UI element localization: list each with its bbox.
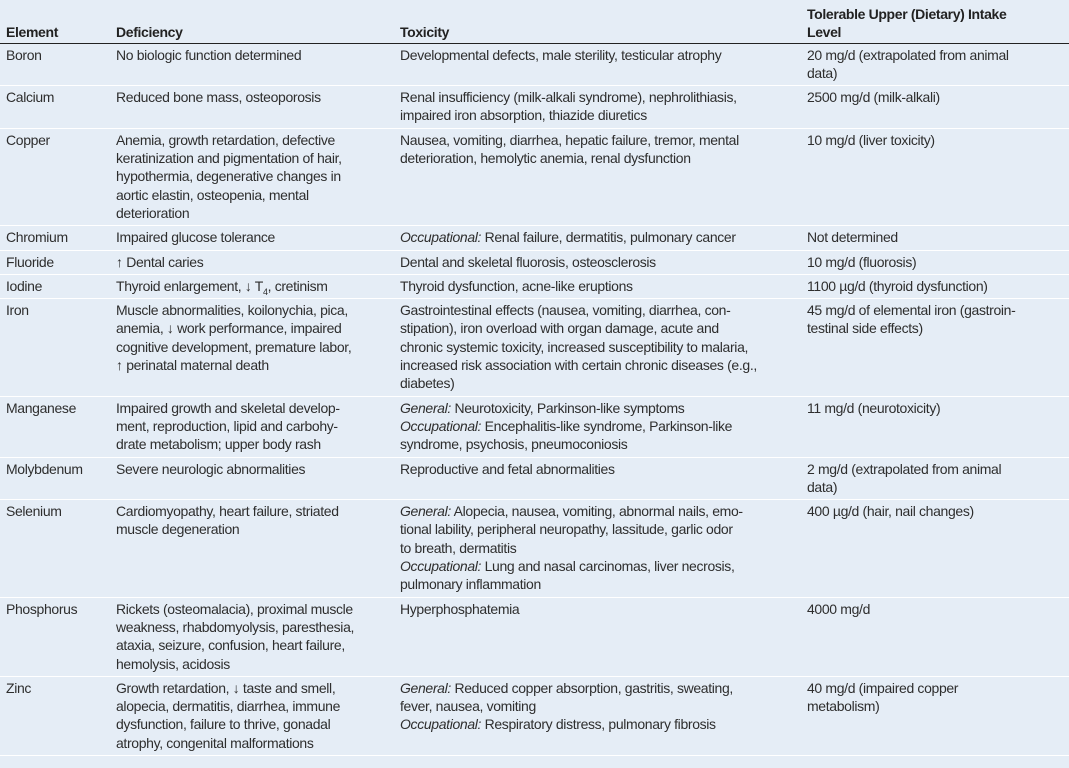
cell-line: Reduced bone mass, osteoporosis xyxy=(116,89,321,106)
table-row xyxy=(0,129,1069,226)
cell-line: 20 mg/d (extrapolated from animal xyxy=(807,46,1009,63)
table-row xyxy=(0,458,1069,501)
cell-line: testinal side effects) xyxy=(807,320,923,337)
upper-level-cell xyxy=(807,131,1069,222)
cell-line: Muscle abnormalities, koilonychia, pica, xyxy=(116,302,348,319)
cell-line: Impaired glucose tolerance xyxy=(116,229,275,246)
cell-line: Nausea, vomiting, diarrhea, hepatic failure, tremor, mental xyxy=(400,131,739,148)
table-row xyxy=(0,275,1069,299)
toxicity-cell xyxy=(400,277,807,295)
cell-line: increased risk association with certain chronic diseases (e.g., xyxy=(400,357,757,374)
cell-line: cognitive development, premature labor, xyxy=(116,338,352,355)
cell-line: syndrome, psychosis, pneumoconiosis xyxy=(400,436,628,453)
header-upper-level xyxy=(807,5,1069,42)
italic-label: Occupational: xyxy=(400,229,482,246)
header-upper-level-line: Tolerable Upper (Dietary) Intake xyxy=(807,6,1007,22)
cell-line: diabetes) xyxy=(400,375,455,392)
element-cell: Boron xyxy=(6,46,42,63)
cell-line: weakness, rhabdomyolysis, paresthesia, xyxy=(116,618,355,635)
cell-line: Growth retardation, ↓ taste and smell, xyxy=(116,679,336,696)
upper-level-cell xyxy=(807,600,1069,673)
header-deficiency: Deficiency xyxy=(116,24,183,41)
italic-label: Occupational: xyxy=(400,716,482,733)
cell-line: deterioration, hemolytic anemia, renal dysfunction xyxy=(400,150,691,167)
cell-line: muscle degeneration xyxy=(116,521,240,538)
text-segment: Reduced copper absorption, gastritis, sweating, xyxy=(450,679,733,696)
cell-line: Anemia, growth retardation, defective xyxy=(116,131,335,148)
cell-line: pulmonary inflammation xyxy=(400,576,541,593)
header-toxicity: Toxicity xyxy=(400,24,450,41)
cell-line: dysfunction, failure to thrive, gonadal xyxy=(116,716,331,733)
cell-line: 45 mg/d of elemental iron (gastroin- xyxy=(807,302,1016,319)
subscript: 4 xyxy=(262,286,268,297)
cell-line: impaired iron absorption, thiazide diuretics xyxy=(400,107,647,124)
toxicity-cell xyxy=(400,131,807,222)
element-cell: Calcium xyxy=(6,89,55,106)
cell-line: fever, nausea, vomiting xyxy=(400,698,536,715)
cell-line: Gastrointestinal effects (nausea, vomiting, diarrhea, con- xyxy=(400,302,731,319)
deficiency-cell xyxy=(116,502,400,593)
element-cell: Iodine xyxy=(6,277,43,294)
cell-line: ↑ Dental caries xyxy=(116,253,204,270)
cell-line xyxy=(400,557,807,575)
table-header-row xyxy=(0,0,1069,44)
upper-level-cell xyxy=(807,46,1069,83)
cell-line: atrophy, congenital malformations xyxy=(116,734,314,751)
cell-line xyxy=(400,502,807,520)
element-cell: Molybdenum xyxy=(6,460,83,477)
table-row xyxy=(0,251,1069,275)
table-row xyxy=(0,598,1069,677)
cell-line: Cardiomyopathy, heart failure, striated xyxy=(116,503,339,520)
cell-line: ataxia, seizure, confusion, heart failure, xyxy=(116,637,345,654)
cell-line: keratinization and pigmentation of hair, xyxy=(116,150,342,167)
cell-line: 4000 mg/d xyxy=(807,600,871,617)
text-segment: , cretinism xyxy=(267,277,328,294)
deficiency-cell xyxy=(116,679,400,752)
table-row xyxy=(0,299,1069,396)
deficiency-cell xyxy=(116,131,400,222)
cell-line: drate metabolism; upper body rash xyxy=(116,436,321,453)
cell-line xyxy=(400,715,807,733)
cell-line: 1100 µg/d (thyroid dysfunction) xyxy=(807,277,988,294)
header-upper-level-line: Level xyxy=(807,24,842,41)
cell-line: Renal insufficiency (milk-alkali syndrome), nephrolithiasis, xyxy=(400,89,737,106)
cell-line xyxy=(400,399,807,417)
cell-line: Rickets (osteomalacia), proximal muscle xyxy=(116,600,353,617)
cell-line: data) xyxy=(807,64,838,81)
text-segment: Thyroid enlargement, ↓ T xyxy=(116,277,263,294)
text-segment: Renal failure, dermatitis, pulmonary cancer xyxy=(481,229,736,246)
deficiency-cell xyxy=(116,460,400,497)
cell-line: No biologic function determined xyxy=(116,46,302,63)
italic-label: General: xyxy=(400,503,451,520)
toxicity-cell xyxy=(400,679,807,752)
cell-line: anemia, ↓ work performance, impaired xyxy=(116,320,342,337)
deficiency-cell xyxy=(116,88,400,125)
deficiency-cell xyxy=(116,399,400,454)
element-cell: Zinc xyxy=(6,679,32,696)
upper-level-cell xyxy=(807,399,1069,454)
deficiency-cell xyxy=(116,228,400,246)
cell-line: Thyroid dysfunction, acne-like eruptions xyxy=(400,277,633,294)
element-cell: Chromium xyxy=(6,229,68,246)
cell-line: 2500 mg/d (milk-alkali) xyxy=(807,89,940,106)
toxicity-cell xyxy=(400,502,807,593)
toxicity-cell xyxy=(400,460,807,497)
upper-level-cell xyxy=(807,228,1069,246)
text-segment: Respiratory distress, pulmonary fibrosis xyxy=(481,716,716,733)
cell-line xyxy=(116,277,400,295)
cell-line: tional lability, peripheral neuropathy, lassitude, garlic odor xyxy=(400,521,733,538)
cell-line: metabolism) xyxy=(807,698,880,715)
cell-line: ment, reproduction, lipid and carbohy- xyxy=(116,417,338,434)
cell-line: 10 mg/d (liver toxicity) xyxy=(807,131,935,148)
toxicity-cell xyxy=(400,600,807,673)
cell-line: ↑ perinatal maternal death xyxy=(116,357,269,374)
text-segment: Neurotoxicity, Parkinson-like symptoms xyxy=(450,399,685,416)
upper-level-cell xyxy=(807,301,1069,392)
header-element: Element xyxy=(6,24,59,41)
cell-line: Dental and skeletal fluorosis, osteosclerosis xyxy=(400,253,656,270)
text-segment: Alopecia, nausea, vomiting, abnormal nails, emo- xyxy=(450,503,743,520)
cell-line: stipation), iron overload with organ damage, acute and xyxy=(400,320,719,337)
upper-level-cell xyxy=(807,277,1069,295)
element-cell: Phosphorus xyxy=(6,600,78,617)
cell-line: alopecia, dermatitis, diarrhea, immune xyxy=(116,698,341,715)
table-row xyxy=(0,677,1069,756)
upper-level-cell xyxy=(807,253,1069,271)
cell-line: Developmental defects, male sterility, testicular atrophy xyxy=(400,46,722,63)
cell-line: deterioration xyxy=(116,204,190,221)
cell-line: hypothermia, degenerative changes in xyxy=(116,168,341,185)
toxicity-cell xyxy=(400,46,807,83)
table-body xyxy=(0,44,1069,756)
cell-line: 11 mg/d (neurotoxicity) xyxy=(807,399,941,416)
deficiency-cell xyxy=(116,46,400,83)
toxicity-cell xyxy=(400,399,807,454)
cell-line: Impaired growth and skeletal develop- xyxy=(116,399,340,416)
italic-label: General: xyxy=(400,399,451,416)
text-segment: Lung and nasal carcinomas, liver necrosis, xyxy=(481,558,735,575)
upper-level-cell xyxy=(807,460,1069,497)
cell-line xyxy=(400,417,807,435)
cell-line: 400 µg/d (hair, nail changes) xyxy=(807,503,974,520)
element-cell: Copper xyxy=(6,131,50,148)
cell-line: 2 mg/d (extrapolated from animal xyxy=(807,460,1002,477)
cell-line: chronic systemic toxicity, increased susceptibility to malaria, xyxy=(400,338,749,355)
italic-label: General: xyxy=(400,679,451,696)
element-cell: Fluoride xyxy=(6,253,54,270)
table-row xyxy=(0,226,1069,250)
cell-line xyxy=(400,679,807,697)
cell-line: Severe neurologic abnormalities xyxy=(116,460,306,477)
element-cell: Selenium xyxy=(6,503,62,520)
deficiency-cell xyxy=(116,277,400,295)
element-cell: Manganese xyxy=(6,399,77,416)
upper-level-cell xyxy=(807,679,1069,752)
upper-level-cell xyxy=(807,88,1069,125)
cell-line: 40 mg/d (impaired copper xyxy=(807,679,959,696)
deficiency-cell xyxy=(116,600,400,673)
deficiency-cell xyxy=(116,301,400,392)
table-row xyxy=(0,500,1069,597)
cell-line: Not determined xyxy=(807,229,898,246)
toxicity-cell xyxy=(400,88,807,125)
cell-line: Reproductive and fetal abnormalities xyxy=(400,460,615,477)
cell-line: aortic elastin, osteopenia, mental xyxy=(116,186,309,203)
toxicity-cell xyxy=(400,253,807,271)
table-row xyxy=(0,86,1069,129)
deficiency-cell xyxy=(116,253,400,271)
toxicity-cell xyxy=(400,301,807,392)
table-row xyxy=(0,397,1069,458)
italic-label: Occupational: xyxy=(400,558,482,575)
table-row xyxy=(0,44,1069,87)
cell-line: to breath, dermatitis xyxy=(400,539,517,556)
upper-level-cell xyxy=(807,502,1069,593)
toxicity-cell xyxy=(400,228,807,246)
cell-line: data) xyxy=(807,478,838,495)
cell-line: hemolysis, acidosis xyxy=(116,655,230,672)
cell-line: Hyperphosphatemia xyxy=(400,600,520,617)
cell-line: 10 mg/d (fluorosis) xyxy=(807,253,917,270)
text-segment: Encephalitis-like syndrome, Parkinson-like xyxy=(481,417,733,434)
italic-label: Occupational: xyxy=(400,417,482,434)
element-cell: Iron xyxy=(6,302,29,319)
cell-line xyxy=(400,228,807,246)
